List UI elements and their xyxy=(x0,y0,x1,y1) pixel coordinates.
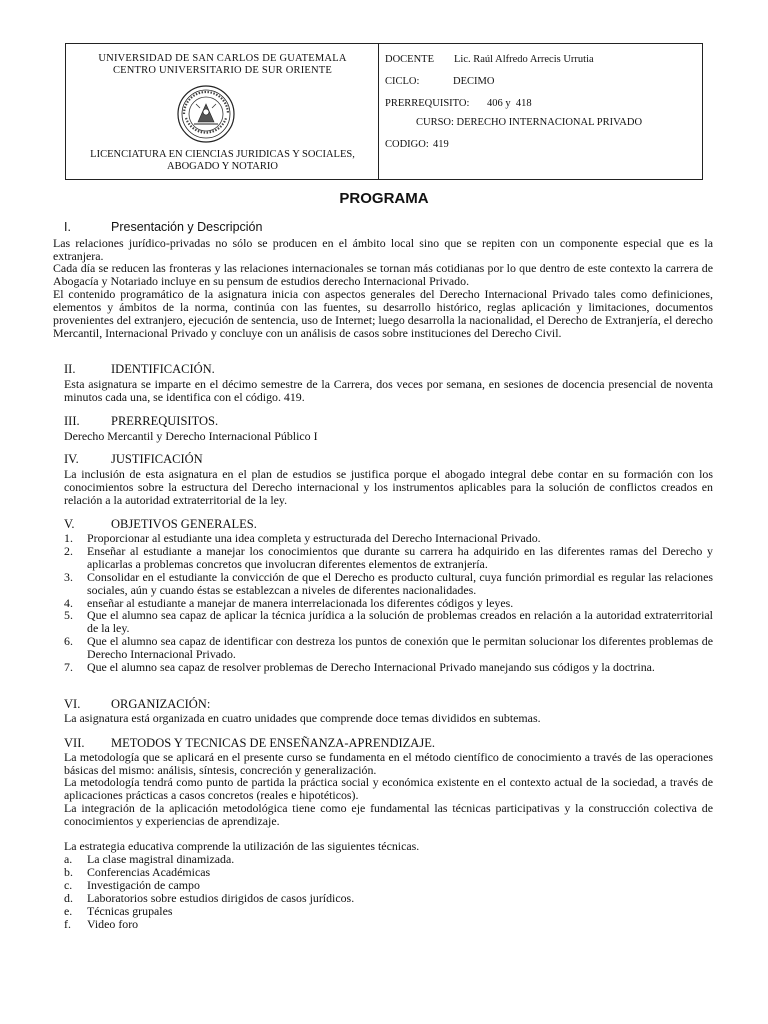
section-2-paragraph: Esta asignatura se imparte en el décimo semestre de la Carrera, dos veces por semana, en sesiones de docencia presencial de noventa minutos cada una, se identifica con el código. 419. xyxy=(64,377,713,404)
technique-text: La clase magistral dinamizada. xyxy=(87,852,235,866)
section-4-heading: IV. JUSTIFICACIÓN xyxy=(64,452,203,466)
ciclo-label: CICLO: xyxy=(385,76,420,87)
center-name: CENTRO UNIVERSITARIO DE SUR ORIENTE xyxy=(112,65,333,76)
ciclo-row xyxy=(385,76,494,87)
section-3-paragraph: Derecho Mercantil y Derecho Internacional Público I xyxy=(64,429,318,443)
section-6-paragraph: La asignatura está organizada en cuatro unidades que comprende doce temas divididos en subtemas. xyxy=(64,711,541,725)
section-1-paragraph-3: El contenido programático de la asignatura inicia con aspectos generales del Derecho Internacional Privado tales como definiciones, elementos y ámbitos de la norma, continúa con las fuentes, su desarrollo histórico, reglas aplicación y limitaciones, documentos provenientes del extranjero, ejecución de sentencia, uso de Internet; luego desarrolla la nacionalidad, el Derecho de Extranjería, el derecho Mercantil, Internacional Privado y concluye con un análisis de casos sobre instituciones del Derecho Civil. xyxy=(53,287,713,340)
technique-marker: f. xyxy=(64,916,71,931)
codigo-value: 419 xyxy=(433,139,449,150)
section-7-paragraph-2: La metodología tendrá como punto de partida la práctica social y económica existente en el contexto actual de la sociedad, a través de aplicaciones prácticas a casos concretos (reales e hipotéticos). xyxy=(64,775,713,802)
section-5-heading: V. OBJETIVOS GENERALES. xyxy=(64,517,257,531)
section-7-paragraph-3: La integración de la aplicación metodológica tiene como eje fundamental las técnicas participativas y la construcción colectiva de conocimientos y experiencias de aprendizaje. xyxy=(64,801,713,828)
university-name: UNIVERSIDAD DE SAN CARLOS DE GUATEMALA xyxy=(98,53,347,64)
section-2-heading: II. IDENTIFICACIÓN. xyxy=(64,362,215,376)
technique-marker: e. xyxy=(64,903,73,918)
objective-marker: 5. xyxy=(64,608,73,623)
objective-text: Que el alumno sea capaz de resolver problemas de Derecho Internacional Privado manejando sus códigos y la doctrina. xyxy=(87,660,655,675)
codigo-row xyxy=(385,139,449,150)
objective-marker: 6. xyxy=(64,634,73,649)
technique-text: Laboratorios sobre estudios dirigidos de casos jurídicos. xyxy=(87,890,355,905)
technique-item xyxy=(64,918,713,931)
curso-row: CURSO: DERECHO INTERNACIONAL PRIVADO xyxy=(416,117,643,128)
technique-marker: d. xyxy=(64,890,73,905)
career-name xyxy=(76,149,369,173)
objective-marker: 3. xyxy=(64,569,73,584)
section-4-paragraph: La inclusión de esta asignatura en el plan de estudios se justifica porque el abogado integral debe contar en su formación con los conocimientos sobre la estructura del Derecho internacional y los instrumentos aplicables para la solución de conflictos creados en relación a la autoridad extraterritorial de la ley. xyxy=(64,467,713,507)
section-3-heading: III. PRERREQUISITOS. xyxy=(64,414,219,428)
docente-row xyxy=(385,54,594,65)
section-1-heading: I. Presentación y Descripción xyxy=(64,220,263,234)
objective-marker: 2. xyxy=(64,543,73,558)
section-6-heading: VI. ORGANIZACIÓN: xyxy=(64,697,211,711)
objective-marker: 4. xyxy=(64,595,73,610)
technique-text: Video foro xyxy=(87,916,139,931)
section-7-paragraph-4: La estrategia educativa comprende la utilización de las siguientes técnicas. xyxy=(64,839,420,853)
page-title: PROGRAMA xyxy=(339,190,429,207)
objective-marker: 7. xyxy=(64,660,73,675)
header-table xyxy=(65,43,703,180)
technique-marker: c. xyxy=(64,877,73,892)
prerreq-label: PRERREQUISITO: xyxy=(385,98,470,109)
objective-text: Que el alumno sea capaz de aplicar la técnica jurídica a la solución de problemas creados en relación a la autoridad extraterritorial de la ley. xyxy=(87,608,713,636)
objectives-list xyxy=(64,532,713,674)
ciclo-value: DECIMO xyxy=(453,76,495,87)
technique-text: Técnicas grupales xyxy=(87,903,173,918)
technique-item xyxy=(64,905,713,918)
section-1-paragraph-1: Las relaciones jurídico-privadas no sólo se producen en el ámbito local sino que se repiten con un componente especial que es la extranjera. xyxy=(53,236,713,263)
objective-marker: 1. xyxy=(64,531,73,545)
objective-item xyxy=(64,635,713,661)
university-seal-icon xyxy=(176,84,236,144)
objective-text: Enseñar al estudiante a manejar los conocimientos que durante su carrera ha adquirido en las diferentes ramas del Derecho y aplicarlas a problemas concretos que involucran diferentes elementos de extranjería. xyxy=(87,543,713,571)
codigo-label: CODIGO: xyxy=(385,139,429,150)
objective-text: Consolidar en el estudiante la convicción de que el Derecho es producto cultural, cuya función primordial es regular las relaciones sociales, aún y cuando éstas se establezcan a niveles de diferentes nacionalidades. xyxy=(87,569,713,597)
objective-item xyxy=(64,661,713,674)
technique-marker: a. xyxy=(64,852,73,866)
header-left-cell xyxy=(66,44,379,179)
prerreq-value: 406 y 418 xyxy=(487,98,532,109)
technique-text: Conferencias Académicas xyxy=(87,864,211,879)
career-line-1: LICENCIATURA EN CIENCIAS JURIDICAS Y SOCIALES, xyxy=(90,149,355,160)
prerreq-row xyxy=(385,98,532,109)
objective-item xyxy=(64,609,713,635)
section-1-paragraph-2: Cada día se reducen las fronteras y las relaciones internacionales se tornan más cotidianas por lo que dentro de este contexto la carrera de Abogacía y Notariado incluye en su pensum de estudios derecho Internacional Privado. xyxy=(53,261,713,288)
docente-value: Lic. Raúl Alfredo Arrecis Urrutia xyxy=(454,54,594,65)
section-7-paragraph-1: La metodología que se aplicará en el presente curso se fundamenta en el método científico de conocimiento a través de las operaciones básicas del mismo: análisis, síntesis, concreción y generalización. xyxy=(64,750,713,777)
docente-label: DOCENTE xyxy=(385,54,434,65)
objective-text: enseñar al estudiante a manejar de manera interrelacionada los diferentes códigos y leyes. xyxy=(87,595,514,610)
technique-text: Investigación de campo xyxy=(87,877,200,892)
career-line-2: ABOGADO Y NOTARIO xyxy=(167,161,278,172)
objective-text: Proporcionar al estudiante una idea completa y estructurada del Derecho Internacional Privado. xyxy=(87,531,541,545)
section-7-heading: VII. METODOS Y TECNICAS DE ENSEÑANZA-APRENDIZAJE. xyxy=(64,736,435,750)
objective-item xyxy=(64,545,713,571)
objective-item xyxy=(64,571,713,597)
objective-text: Que el alumno sea capaz de identificar con destreza los puntos de conexión que le permitan solucionar los diferentes problemas de Derecho Internacional Privado. xyxy=(87,634,713,662)
technique-marker: b. xyxy=(64,864,73,879)
techniques-list xyxy=(64,853,713,930)
